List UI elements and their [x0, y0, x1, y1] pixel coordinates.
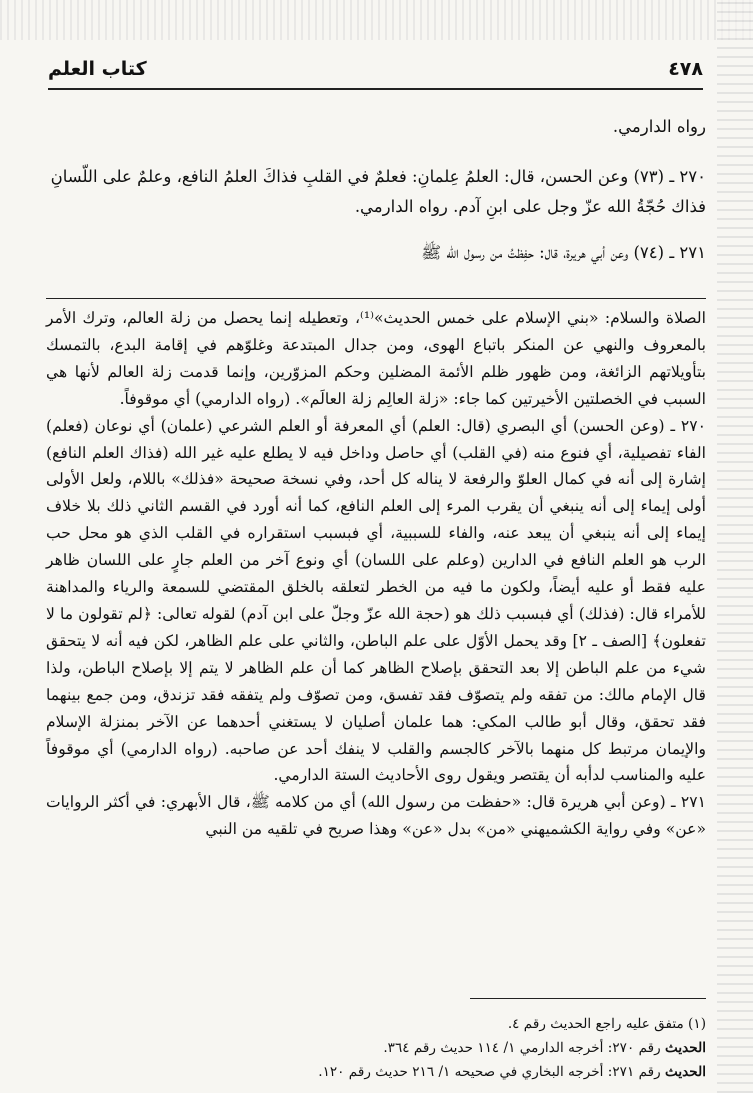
commentary-paragraph: الصلاة والسلام: «بني الإسلام على خمس الحديث»⁽¹⁾، وتعطيله إنما يحصل من زلة العالم، وترك الأمر بالمعروف والنهي عن المنكر باتباع الهوى، ومن جدال المبتدعة وغلوّهم في إقامة البدع، بالتمسك بتأويلاتهم الزائغة، ومن ظهور ظلم الأئمة المضلين وحكم المزوّرين، وإنما قدمت زلة العالم لأنها هي السبب في الخصلتين الأخيرتين كما جاء: «زلة العالِم زلة العالَم». (رواه الدارمي) أي موقوفاً.	[46, 309, 706, 408]
commentary-rule	[46, 298, 706, 299]
header-rule	[48, 88, 703, 90]
footnotes	[46, 1012, 706, 1084]
main-text	[46, 112, 706, 268]
page-edge-top	[0, 0, 753, 40]
footnote-text: رقم ٢٧٠: أخرجه الدارمي ١/ ١١٤ حديث رقم ٣٦٤.	[383, 1040, 661, 1056]
hadith-270: ٢٧٠ ـ (٧٣) وعن الحسن، قال: العلمُ عِلمانِ: فعلمٌ في القلبِ فذاكَ العلمُ النافع، وعلمٌ على اللّسانِ فذاك حُجّةُ الله عزّ وجل على ابنِ آدم. رواه الدارمي.	[50, 167, 706, 216]
footnote-text: رقم ٢٧١: أخرجه البخاري في صحيحه ١/ ٢١٦ حديث رقم ١٢٠.	[318, 1064, 661, 1080]
page-header	[48, 58, 703, 88]
hadith-271: ٢٧١ ـ (٧٤) وعن أبي هريرة، قال: حفِظتُ من رسول الله ﷺ	[421, 243, 706, 262]
footnote-1: (١) متفق عليه راجع الحديث رقم ٤.	[507, 1016, 706, 1032]
commentary	[46, 305, 706, 843]
main-paragraph: رواه الدارمي.	[612, 117, 706, 136]
footnote-label: الحديث	[665, 1064, 706, 1080]
footnote-3	[46, 1060, 706, 1084]
commentary-hadith-270: ٢٧٠ ـ (وعن الحسن) أي البصري (قال: العلم) أي المعرفة أو العلم الشرعي (علمان) أي نوعان (فعلم) الفاء تفصيلية، أي فنوع منه (في القلب) أي حاصل وداخل فيه لا يطلع عليه غير الله (فذاك العلم النافع) إشارة إلى أنه في كمال العلوّ والرفعة لا يناله كل أحد، وفي نسخة صحيحة «فذلك» باللام، ولعل الأولى أولى إيماء إلى أنه ينبغي أن يقرب المرء إلى العلم النافع، كما أنه أورد في القسم الثاني ذلك بلا خلاف إيماء إلى أنه ينبغي أن يبعد عنه، والفاء للسببية، أي فبسبب استقراره في القلب الذي هو محل حب الرب هو العلم النافع في الدارين (وعلم على اللسان) أي ونوع آخر من العلم جارٍ على اللسان ظاهر عليه فقط أو عليه أيضاً، ولكون ما فيه من الخطر لتعلقه بالخلق المقتضي للسمعة والرياء والمداهنة للأمراء قال: (فذلك) أي فبسبب ذلك هو (حجة الله عزّ وجلّ على ابن آدم) لقوله تعالى: ﴿لم تقولون ما لا تفعلون﴾ [الصف ـ ٢] وقد يحمل الأوّل على علم الباطن، والثاني على علم الظاهر، لكن فيه أنه لا يتحقق شيء من علم الباطن إلا بعد التحقق بإصلاح الظاهر كما أن علم الظاهر لا يتم إلا بإصلاح الباطن، ولذا قال الإمام مالك: من تفقه ولم يتصوّف فقد تفسق، ومن تصوّف ولم يتفقه فقد تزندق، ومن جمع بينهما فقد تحقق، وقال أبو طالب المكي: هما علمان أصليان لا يستغني أحدهما عن الآخر بمنزلة الإسلام والإيمان مرتبط كل منهما بالآخر كالجسم والقلب لا ينفك أحد عن صاحبه. (رواه الدارمي) أي موقوفاً عليه والمناسب لدأبه أن يقتصر ويقول روى الأحاديث الستة الدارمي.	[46, 416, 706, 785]
page-number: ٤٧٨	[668, 58, 703, 80]
commentary-hadith-271: ٢٧١ ـ (وعن أبي هريرة قال: «حفظت من رسول الله) أي من كلامه ﷺ، قال الأبهري: في أكثر الروايات «عن» وفي رواية الكشميهني «من» بدل «عن» وهذا صريح في تلقيه من النبي	[46, 793, 706, 839]
running-title: كتاب العلم	[48, 58, 147, 80]
footnote-2	[46, 1036, 706, 1060]
page-edge-right	[717, 0, 753, 1093]
footnote-rule	[470, 998, 706, 999]
footnote-label: الحديث	[665, 1040, 706, 1056]
